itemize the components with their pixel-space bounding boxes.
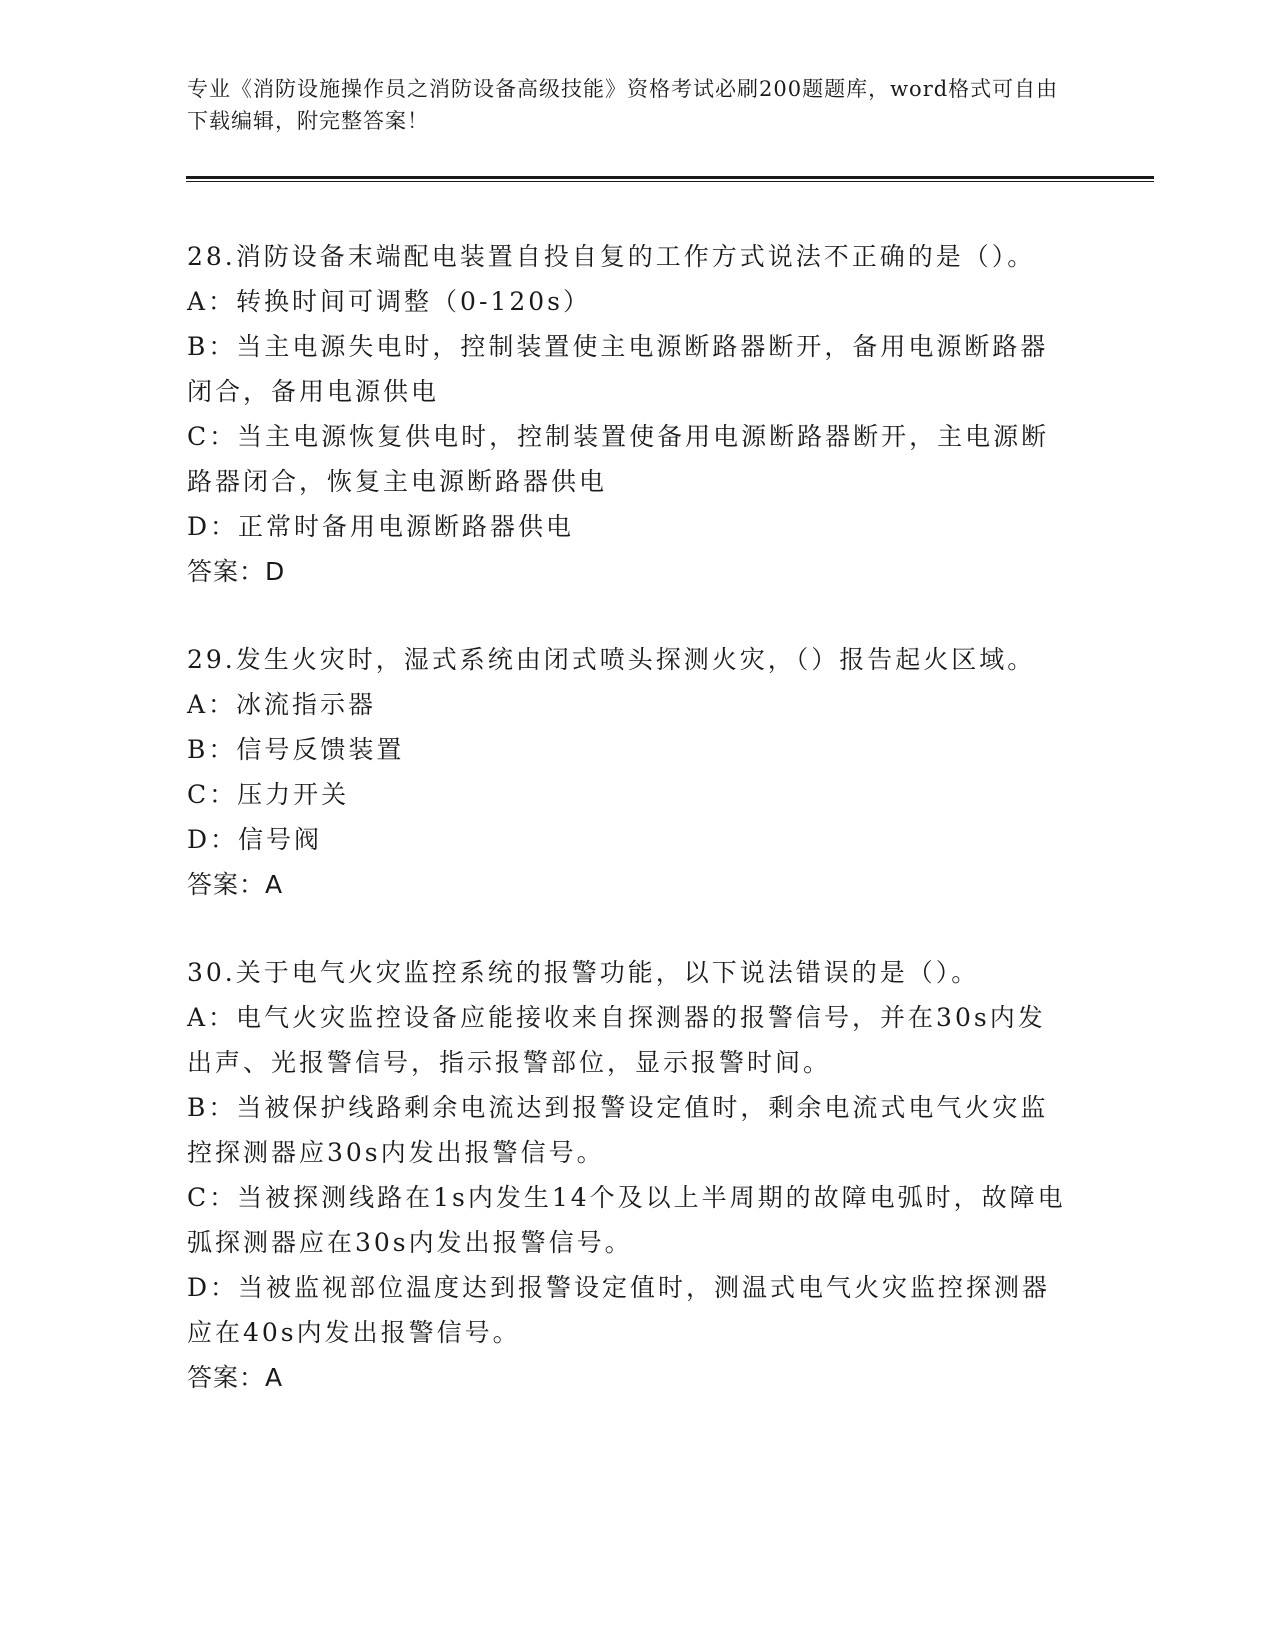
option-d: D：信号阀 bbox=[187, 825, 323, 854]
option-b: B：当被保护线路剩余电流达到报警设定值时，剩余电流式电气火灾监控探测器应30s内发出报警信号。 bbox=[187, 1093, 1049, 1167]
question-29 bbox=[187, 637, 1067, 907]
question-stem: 30.关于电气火灾监控系统的报警功能，以下说法错误的是（）。 bbox=[187, 958, 980, 987]
option-b: B：当主电源失电时，控制装置使主电源断路器断开，备用电源断路器闭合，备用电源供电 bbox=[187, 332, 1049, 406]
option-c: C：压力开关 bbox=[187, 780, 350, 809]
option-a: A：转换时间可调整（0-120s） bbox=[187, 287, 591, 316]
option-a: A：冰流指示器 bbox=[187, 690, 377, 719]
answer-line: 答案：A bbox=[187, 1363, 284, 1392]
option-c: C：当被探测线路在1s内发生14个及以上半周期的故障电弧时，故障电弧探测器应在30s内发出报警信号。 bbox=[187, 1183, 1066, 1257]
question-list bbox=[187, 234, 1067, 1443]
answer-line: 答案：D bbox=[187, 557, 286, 586]
option-c: C：当主电源恢复供电时，控制装置使备用电源断路器断开，主电源断路器闭合，恢复主电源断路器供电 bbox=[187, 422, 1050, 496]
option-d: D：正常时备用电源断路器供电 bbox=[187, 512, 575, 541]
header-rule-thin bbox=[186, 181, 1154, 182]
header-rule-thick bbox=[186, 176, 1154, 179]
answer-line: 答案：A bbox=[187, 870, 284, 899]
option-d: D：当被监视部位温度达到报警设定值时，测温式电气火灾监控探测器应在40s内发出报警信号。 bbox=[187, 1273, 1051, 1347]
question-30 bbox=[187, 950, 1067, 1400]
option-b: B：信号反馈装置 bbox=[187, 735, 405, 764]
option-a: A：电气火灾监控设备应能接收来自探测器的报警信号，并在30s内发出声、光报警信号，指示报警部位，显示报警时间。 bbox=[187, 1003, 1046, 1077]
question-28 bbox=[187, 234, 1067, 594]
question-stem: 29.发生火灾时，湿式系统由闭式喷头探测火灾，（）报告起火区域。 bbox=[187, 645, 1036, 674]
document-header: 专业《消防设施操作员之消防设备高级技能》资格考试必刷200题题库，word格式可自由下载编辑，附完整答案！ bbox=[187, 77, 1059, 133]
question-stem: 28.消防设备末端配电装置自投自复的工作方式说法不正确的是（）。 bbox=[187, 242, 1036, 271]
